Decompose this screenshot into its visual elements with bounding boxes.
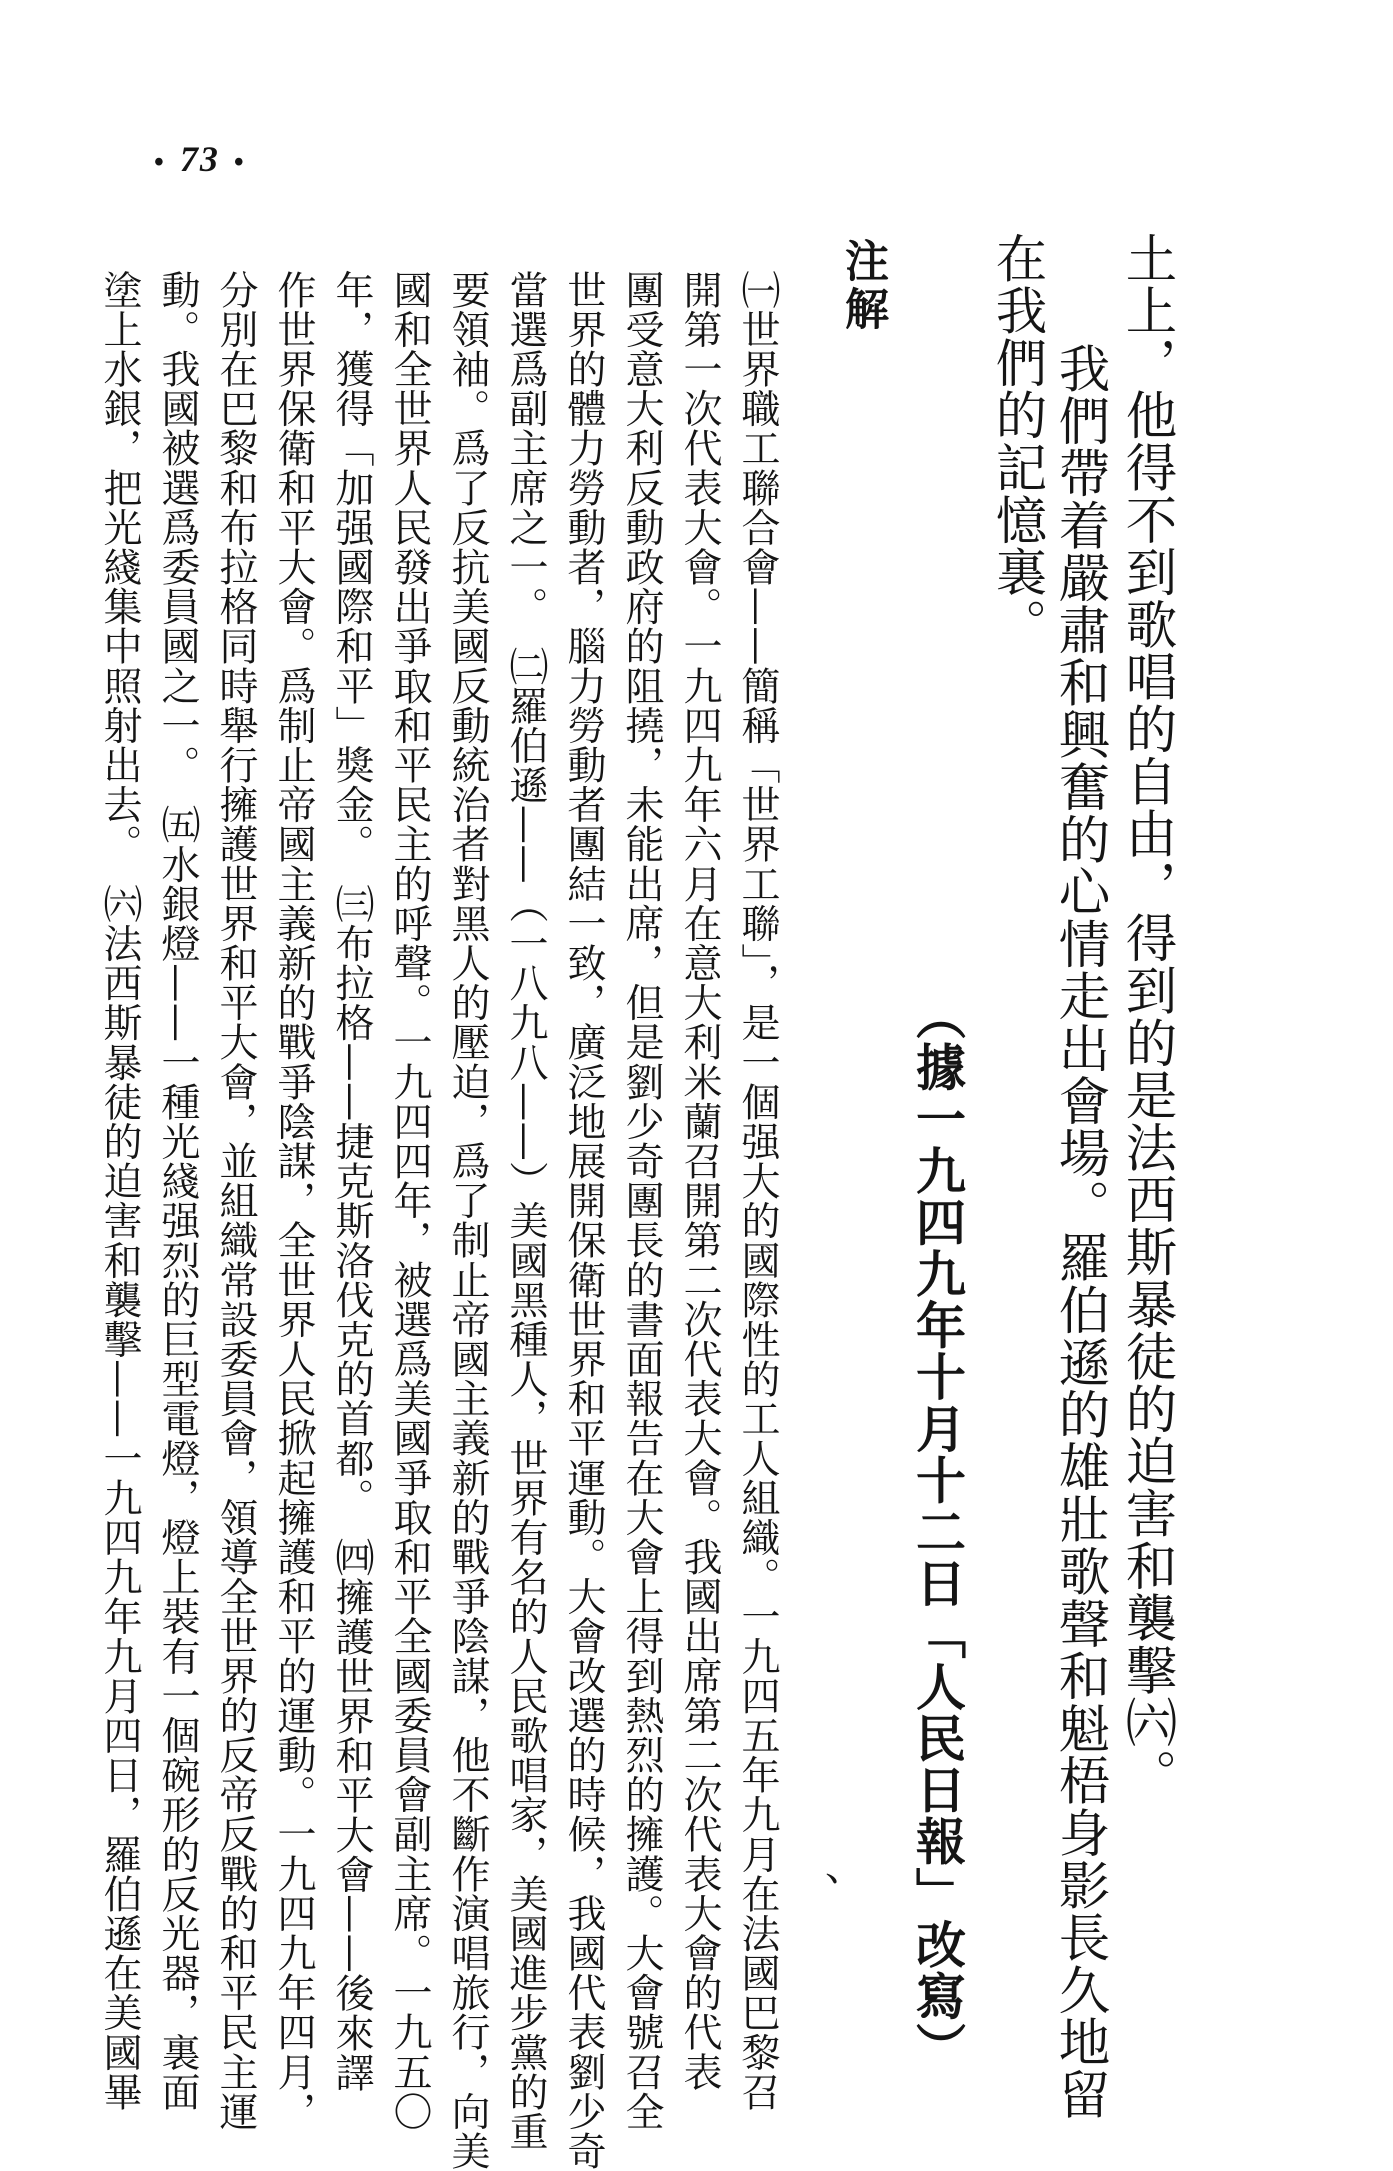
body-column-3: 在我們的記憶裏。 [986, 232, 1047, 651]
note-column-8: 年，獲得「加强國際和平」獎金。 ㈢布拉格——捷克斯洛伐克的首都。 ㈣擁護世界和平大會——後來譯 [329, 270, 374, 2093]
note-column-3: 團受意大利反動政府的阻撓，未能出席，但是劉少奇團長的書面報告在大會上得到熱烈的擁護。大會號召全 [619, 270, 664, 2132]
note-column-1: ㈠世界職工聯合會——簡稱「世界工聯」，是一個强大的國際性的工人組織。一九四五年九月在法國巴黎召 [735, 270, 780, 2112]
note-column-6: 要領袖。爲了反抗美國反動統治者對黑人的壓迫，爲了制止帝國主義新的戰爭陰謀，他不斷作演唱旅行，向美 [445, 270, 490, 2171]
notes-heading: 注解 [837, 238, 888, 334]
note-column-5: 當選爲副主席之一。 ㈡羅伯遜——（一八九八——）美國黑種人，世界有名的人民歌唱家，美國進步黨的重 [503, 270, 548, 2152]
body-column-2: 我們帶着嚴肅和興奮的心情走出會場。羅伯遜的雄壯歌聲和魁梧身影長久地留 [1049, 290, 1110, 2121]
source-note: （據一九四九年十月十二日「人民日報」改寫） [908, 990, 967, 2074]
body-column-1: 土上，他得不到歌唱的自由，得到的是法西斯暴徒的迫害和襲擊㈥。 [1116, 232, 1177, 1801]
note-column-11: 動。我國被選爲委員國之一。 ㈤水銀燈——一種光綫强烈的巨型電燈，燈上裝有一個碗形的反光器，裏面 [155, 270, 200, 2112]
note-column-10: 分別在巴黎和布拉格同時舉行擁護世界和平大會，並組織常設委員會，領導全世界的反帝反戰的和平民主運 [213, 270, 258, 2132]
note-column-9: 作世界保衛和平大會。爲制止帝國主義新的戰爭陰謀，全世界人民掀起擁護和平的運動。一九四九年四月， [271, 270, 316, 2132]
note-column-12: 塗上水銀，把光綫集中照射出去。 ㈥法西斯暴徒的迫害和襲擊——一九四九年九月四日，羅伯遜在美國畢 [97, 270, 142, 2112]
note-column-2: 開第一次代表大會。一九四九年六月在意大利米蘭召開第二次代表大會。我國出席第二次代表大會的代表 [677, 270, 722, 2092]
page-number-dot-left: • [154, 147, 166, 178]
page-number [140, 138, 260, 180]
note-column-7: 國和全世界人民發出爭取和平民主的呼聲。一九四四年，被選爲美國爭取和平全國委員會副主席。一九五〇 [387, 270, 432, 2132]
note-column-4: 世界的體力勞動者，腦力勞動者團結一致，廣泛地展開保衛世界和平運動。大會改選的時候，我國代表劉少奇 [561, 270, 606, 2171]
stray-mark: 、 [825, 1844, 865, 1890]
page-number-dot-right: • [233, 147, 246, 178]
page-number-value: 73 [179, 139, 220, 179]
